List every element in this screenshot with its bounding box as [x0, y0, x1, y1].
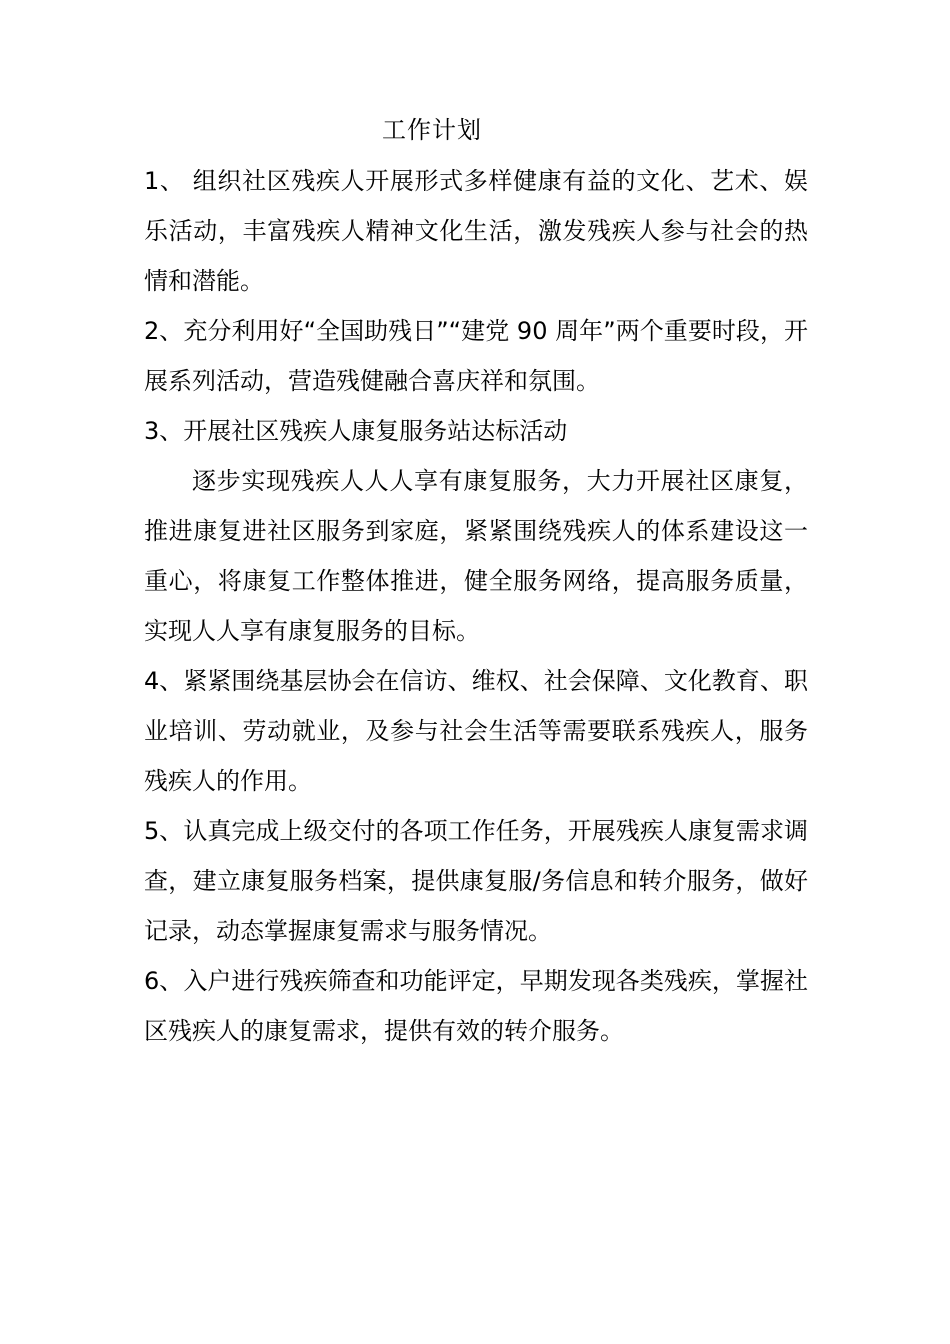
paragraph-item-1: 1、 组织社区残疾人开展形式多样健康有益的文化、艺术、娱乐活动，丰富残疾人精神文化生活，激发残疾人参与社会的热情和潜能。	[144, 167, 808, 295]
document-title: 工作计划	[382, 116, 482, 144]
paragraph-item-6: 6、入户进行残疾筛查和功能评定，早期发现各类残疾，掌握社区残疾人的康复需求，提供有效的转介服务。	[144, 967, 808, 1045]
paragraph-item-4: 4、紧紧围绕基层协会在信访、维权、社会保障、文化教育、职业培训、劳动就业，及参与社会生活等需要联系残疾人，服务残疾人的作用。	[144, 667, 808, 795]
document-body	[144, 156, 808, 1056]
paragraph-item-2: 2、充分利用好“全国助残日”“建党 90 周年”两个重要时段，开展系列活动，营造残健融合喜庆祥和氛围。	[144, 317, 808, 395]
paragraph-item-5: 5、认真完成上级交付的各项工作任务，开展残疾人康复需求调查，建立康复服务档案，提供康复服/务信息和转介服务，做好记录，动态掌握康复需求与服务情况。	[144, 817, 808, 945]
paragraph-item-3: 3、开展社区残疾人康复服务站达标活动	[144, 417, 568, 445]
paragraph-item-3-detail: 逐步实现残疾人人人享有康复服务，大力开展社区康复，推进康复进社区服务到家庭，紧紧围绕残疾人的体系建设这一重心，将康复工作整体推进，健全服务网络，提高服务质量，实现人人享有康复服务的目标。	[144, 467, 808, 645]
